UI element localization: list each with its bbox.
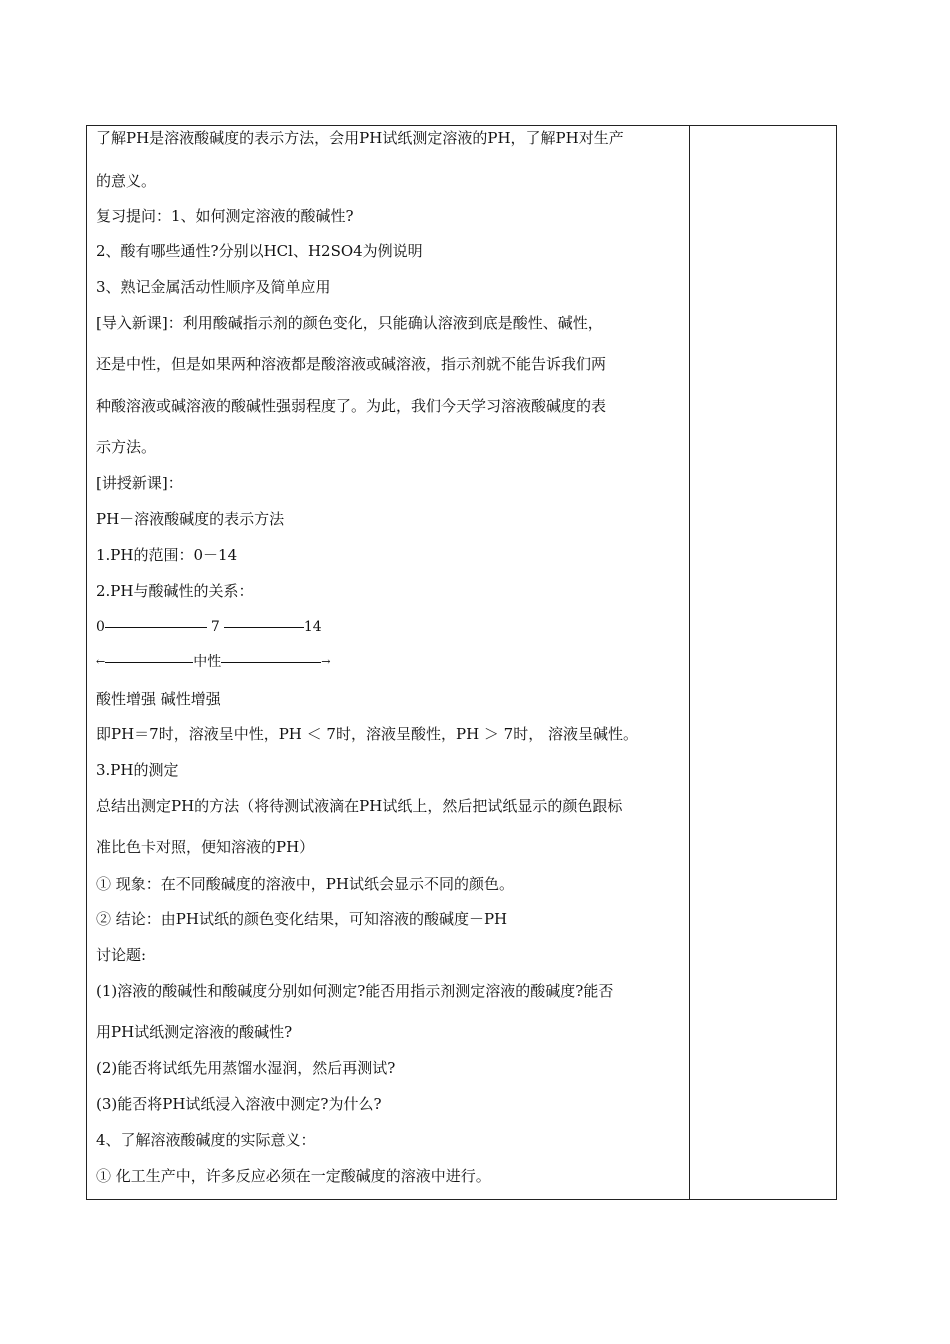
neutral-label: 中性 bbox=[193, 654, 222, 670]
lesson-table bbox=[86, 125, 837, 1200]
text-line: [导入新课]：利用酸碱指示剂的颜色变化，只能确认溶液到底是酸性、碱性， bbox=[96, 314, 603, 332]
text-line: 还是中性，但是如果两种溶液都是酸溶液或碱溶液，指示剂就不能告诉我们两 bbox=[96, 355, 607, 373]
arrow-line bbox=[221, 662, 321, 663]
text-line: (3)能否将PH试纸浸入溶液中测定?为什么? bbox=[96, 1095, 382, 1113]
text-line: PH－溶液酸碱度的表示方法 bbox=[96, 510, 285, 528]
text-line: 准比色卡对照，便知溶液的PH） bbox=[96, 838, 315, 856]
text-line: 的意义。 bbox=[96, 172, 157, 190]
scale-line bbox=[105, 627, 207, 628]
text-line: 1.PH的范围：0－14 bbox=[96, 546, 238, 564]
text-line: 总结出测定PH的方法（将待测试液滴在PH试纸上，然后把试纸显示的颜色跟标 bbox=[96, 797, 623, 815]
scale-line bbox=[224, 627, 304, 628]
arrow-line bbox=[105, 662, 193, 663]
text-line: 3、熟记金属活动性顺序及简单应用 bbox=[96, 278, 331, 296]
scale-end: 14 bbox=[303, 619, 322, 635]
ph-arrow-row bbox=[96, 653, 330, 671]
text-line: 讨论题: bbox=[96, 946, 147, 964]
text-line: ② 结论：由PH试纸的颜色变化结果，可知溶液的酸碱度－PH bbox=[96, 910, 508, 928]
text-line: 4、了解溶液酸碱度的实际意义： bbox=[96, 1131, 316, 1149]
text-line: ① 现象：在不同酸碱度的溶液中，PH试纸会显示不同的颜色。 bbox=[96, 875, 514, 893]
scale-start: 0 bbox=[96, 619, 105, 635]
column-divider bbox=[689, 126, 690, 1199]
right-arrow-icon: → bbox=[321, 655, 331, 668]
text-line: [讲授新课]： bbox=[96, 474, 183, 492]
text-line: ① 化工生产中，许多反应必须在一定酸碱度的溶液中进行。 bbox=[96, 1167, 491, 1185]
left-arrow-icon: ← bbox=[96, 655, 106, 668]
scale-mid: 7 bbox=[210, 619, 220, 635]
text-line: 2、酸有哪些通性?分别以HCl、H2SO4为例说明 bbox=[96, 242, 423, 260]
text-line: 酸性增强 碱性增强 bbox=[96, 690, 221, 708]
text-line: 种酸溶液或碱溶液的酸碱性强弱程度了。为此，我们今天学习溶液酸碱度的表 bbox=[96, 397, 607, 415]
text-line: 复习提问：1、如何测定溶液的酸碱性? bbox=[96, 207, 354, 225]
text-line: 2.PH与酸碱性的关系： bbox=[96, 582, 254, 600]
text-line: 示方法。 bbox=[96, 438, 157, 456]
ph-scale bbox=[96, 618, 322, 636]
text-line: 用PH试纸测定溶液的酸碱性? bbox=[96, 1023, 293, 1041]
text-line: 了解PH是溶液酸碱度的表示方法，会用PH试纸测定溶液的PH，了解PH对生产 bbox=[96, 129, 624, 147]
text-line: 3.PH的测定 bbox=[96, 761, 179, 779]
text-line: (2)能否将试纸先用蒸馏水湿润，然后再测试? bbox=[96, 1059, 396, 1077]
text-line: 即PH＝7时，溶液呈中性，PH ＜ 7时，溶液呈酸性，PH ＞ 7时， 溶液呈碱性。 bbox=[96, 725, 638, 743]
text-line: (1)溶液的酸碱性和酸碱度分别如何测定?能否用指示剂测定溶液的酸碱度?能否 bbox=[96, 982, 614, 1000]
